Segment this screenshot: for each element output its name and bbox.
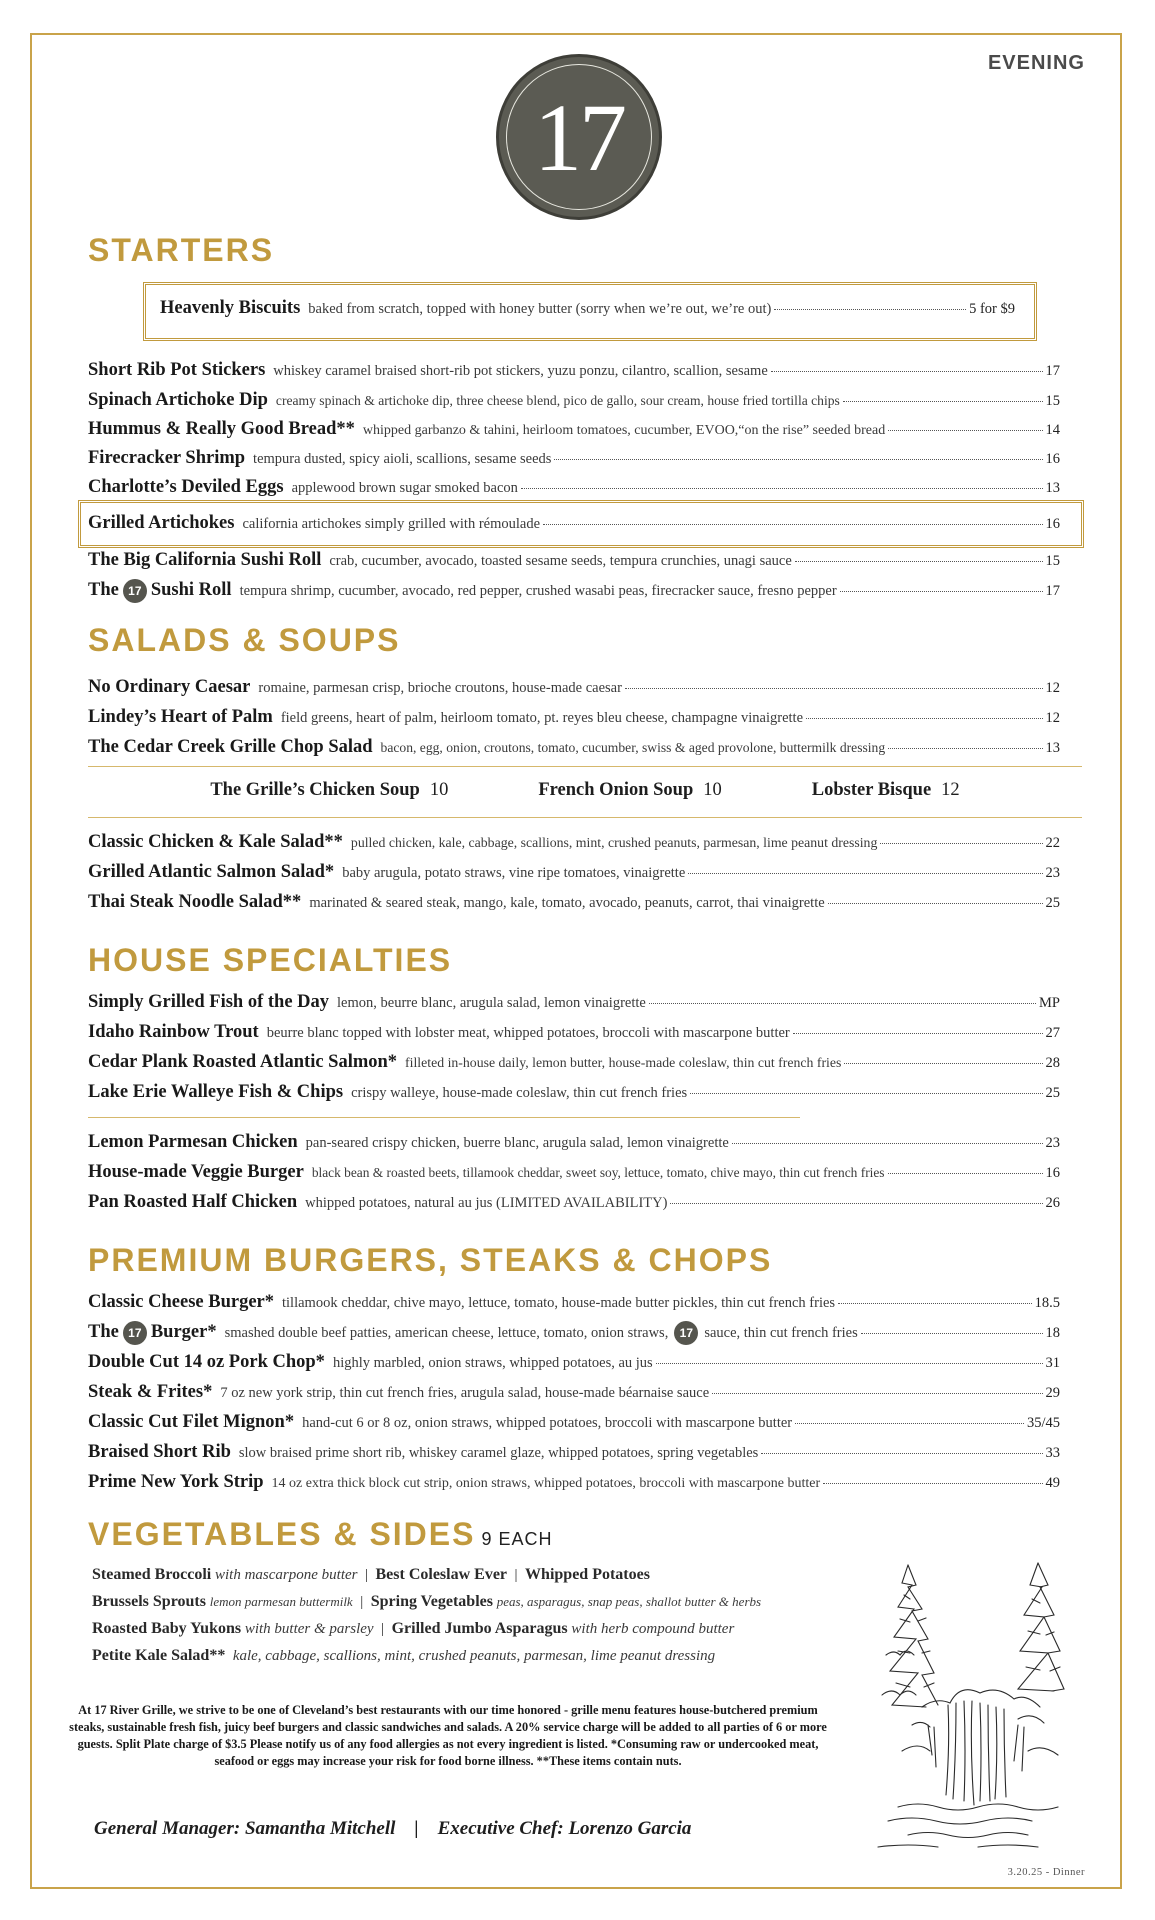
menu-item [88, 550, 1060, 571]
menu-item [88, 477, 1060, 498]
item-desc: baked from scratch, topped with honey butter (sorry when we’re out, we’re out) [308, 301, 772, 317]
item-price: 18 [1045, 1325, 1060, 1341]
disclaimer-text: At 17 River Grille, we strive to be one of Cleveland’s best restaurants with our time honored - grille menu features house-butchered premium steaks, sustainable fresh fish, juicy beef burgers and classic sandwiches and salads. A 20% service charge will be added to all parties of 6 or more guests. Split Plate charge of $3.5 Please notify us of any food allergies as not every ingredient is listed. *Consuming raw or undercooked meat, seafood or eggs may increase your risk for food borne illness. **These items contain nuts. [69, 1703, 827, 1768]
leader-dots [771, 371, 1043, 372]
menu-item [88, 677, 1060, 698]
menu-item [88, 1382, 1060, 1403]
leader-dots [712, 1393, 1042, 1394]
item-desc: romaine, parmesan crisp, brioche croutons, house-made caesar [258, 680, 622, 696]
item-price: 23 [1045, 1135, 1060, 1151]
item-name: Thai Steak Noodle Salad** [88, 892, 302, 912]
item-desc: smashed double beef patties, american cheese, lettuce, tomato, onion straws, [224, 1325, 669, 1341]
menu-item [88, 390, 1060, 411]
item-desc: applewood brown sugar smoked bacon [291, 480, 518, 496]
item-name: Charlotte’s Deviled Eggs [88, 477, 284, 497]
menu-item [88, 1082, 1060, 1103]
item-name: Lemon Parmesan Chicken [88, 1132, 298, 1152]
item-desc: tempura dusted, spicy aioli, scallions, sesame seeds [253, 451, 552, 467]
item-desc: 14 oz extra thick block cut strip, onion straws, whipped potatoes, broccoli with mascarpone butter [271, 1476, 821, 1491]
item-desc: hand-cut 6 or 8 oz, onion straws, whipped potatoes, broccoli with mascarpone butter [302, 1415, 793, 1431]
menu-item-grilled-artichokes [88, 513, 1060, 534]
leader-dots [774, 309, 966, 310]
item-desc: pan-seared crispy chicken, buerre blanc, arugula salad, lemon vinaigrette [305, 1135, 729, 1151]
side-name: Brussels Sprouts [92, 1593, 206, 1610]
item-name: Classic Cheese Burger* [88, 1292, 274, 1312]
item-price: 18.5 [1034, 1295, 1060, 1311]
soup-price: 10 [429, 780, 449, 800]
item-name: Cedar Plank Roasted Atlantic Salmon* [88, 1052, 398, 1072]
item-price: 49 [1045, 1475, 1060, 1491]
item-price: 25 [1045, 1085, 1060, 1101]
leader-dots [521, 488, 1043, 489]
divider [88, 817, 1082, 818]
item-name: Idaho Rainbow Trout [88, 1022, 259, 1042]
soup-item [812, 780, 960, 801]
item-price: 13 [1045, 740, 1060, 756]
leader-dots [888, 748, 1042, 749]
item-price: 15 [1045, 553, 1060, 569]
menu-item [88, 360, 1060, 381]
item-name-prefix: The [88, 580, 119, 600]
side-desc: with butter & parsley [244, 1621, 374, 1637]
separator: | [364, 1567, 368, 1583]
menu-item [88, 1132, 1060, 1153]
menu-item [88, 1022, 1060, 1043]
item-price: 23 [1045, 865, 1060, 881]
item-price: 12 [1045, 680, 1060, 696]
soups-row [88, 780, 1082, 801]
item-price: 17 [1045, 363, 1060, 379]
item-name: Grilled Artichokes [88, 513, 235, 533]
leader-dots [625, 688, 1043, 689]
menu-item [88, 1412, 1060, 1433]
item-desc: lemon, beurre blanc, arugula salad, lemon vinaigrette [337, 995, 646, 1011]
item-name: No Ordinary Caesar [88, 677, 251, 697]
item-price: 16 [1045, 451, 1060, 467]
side-name: Whipped Potatoes [525, 1566, 650, 1583]
item-name: House-made Veggie Burger [88, 1162, 304, 1182]
leader-dots [793, 1033, 1043, 1034]
item-name: Lake Erie Walleye Fish & Chips [88, 1082, 344, 1102]
item-price: 31 [1045, 1355, 1060, 1371]
item-desc: black bean & roasted beets, tillamook cheddar, sweet soy, lettuce, tomato, chive mayo, thin cut french fries [311, 1165, 885, 1180]
item-price: 28 [1045, 1055, 1060, 1071]
leader-dots [888, 1173, 1043, 1174]
separator: | [414, 1818, 419, 1839]
menu-item [88, 992, 1060, 1013]
side-name: Steamed Broccoli [92, 1566, 212, 1583]
staff-credits [94, 1818, 691, 1840]
menu-item [88, 1292, 1060, 1313]
salads-title: SALADS & SOUPS [88, 622, 401, 658]
item-desc: whipped potatoes, natural au jus (LIMITED AVAILABILITY) [305, 1195, 668, 1211]
leader-dots [828, 903, 1043, 904]
side-desc: with mascarpone butter [214, 1567, 358, 1583]
item-desc: pulled chicken, kale, cabbage, scallions, mint, crushed peanuts, parmesan, lime peanut dressing [350, 835, 878, 850]
item-desc: crab, cucumber, avocado, toasted sesame seeds, tempura crunchies, unagi sauce [329, 553, 792, 569]
evening-label: EVENING [987, 52, 1085, 74]
soup-item [210, 780, 448, 801]
soup-name: Lobster Bisque [811, 780, 932, 800]
item-price: 29 [1045, 1385, 1060, 1401]
menu-item [88, 737, 1060, 758]
divider [88, 1117, 800, 1118]
sides-title-text: VEGETABLES & SIDES [88, 1516, 476, 1552]
leader-dots [670, 1203, 1042, 1204]
item-price: 12 [1045, 710, 1060, 726]
leader-dots [843, 401, 1043, 402]
item-desc: baby arugula, potato straws, vine ripe tomatoes, vinaigrette [342, 865, 686, 881]
item-desc: field greens, heart of palm, heirloom tomato, pt. reyes bleu cheese, champagne vinaigrette [280, 710, 804, 726]
item-name: Classic Chicken & Kale Salad** [88, 832, 343, 852]
item-desc: bacon, egg, onion, croutons, tomato, cucumber, swiss & aged provolone, buttermilk dressing [380, 740, 886, 755]
item-price: 27 [1045, 1025, 1060, 1041]
item-name: Pan Roasted Half Chicken [88, 1192, 298, 1212]
sides-row [92, 1647, 715, 1665]
side-name: Petite Kale Salad** [92, 1647, 226, 1664]
executive-chef: Executive Chef: Lorenzo Garcia [437, 1818, 692, 1839]
item-name: Grilled Atlantic Salmon Salad* [88, 862, 335, 882]
soup-price: 10 [703, 780, 722, 800]
item-desc: creamy spinach & artichoke dip, three cheese blend, pico de gallo, sour cream, house fried tortilla chips [275, 393, 840, 408]
item-name: The Big California Sushi Roll [88, 550, 322, 570]
menu-item [88, 1442, 1060, 1463]
soup-price: 12 [941, 780, 960, 800]
item-desc: tillamook cheddar, chive mayo, lettuce, tomato, house-made butter pickles, thin cut french fries [282, 1295, 836, 1311]
leader-dots [554, 459, 1042, 460]
item-name: Firecracker Shrimp [88, 448, 246, 468]
item-name: Simply Grilled Fish of the Day [88, 992, 330, 1012]
house-specialties-title: HOUSE SPECIALTIES [88, 942, 453, 978]
sides-price-note: 9 EACH [481, 1529, 553, 1549]
item-name: Prime New York Strip [88, 1472, 264, 1492]
menu-item [88, 1162, 1060, 1183]
soup-name: The Grille’s Chicken Soup [210, 780, 420, 800]
item-name: Classic Cut Filet Mignon* [88, 1412, 295, 1432]
separator: | [381, 1621, 385, 1637]
item-name: Spinach Artichoke Dip [88, 390, 268, 410]
menu-item [88, 707, 1060, 728]
burgers-title: PREMIUM BURGERS, STEAKS & CHOPS [88, 1242, 773, 1278]
side-desc: peas, asparagus, snap peas, shallot butter & herbs [496, 1594, 762, 1609]
item-desc: beurre blanc topped with lobster meat, whipped potatoes, broccoli with mascarpone butter [266, 1025, 790, 1041]
menu-item [88, 892, 1060, 913]
side-desc: kale, cabbage, scallions, mint, crushed peanuts, parmesan, lime peanut dressing [232, 1648, 716, 1664]
soup-item [538, 780, 721, 801]
menu-item [88, 1052, 1060, 1073]
leader-dots [543, 524, 1042, 525]
sides-row [92, 1566, 650, 1584]
item-desc: highly marbled, onion straws, whipped potatoes, au jus [332, 1355, 653, 1371]
item-name-prefix: The [88, 1322, 119, 1342]
separator: | [514, 1567, 518, 1583]
leader-dots [823, 1483, 1042, 1484]
item-name: Double Cut 14 oz Pork Chop* [88, 1352, 325, 1372]
sides-row [92, 1593, 761, 1611]
item-price: 26 [1045, 1195, 1060, 1211]
item-price: 15 [1045, 393, 1060, 409]
leader-dots [732, 1143, 1043, 1144]
item-desc: sauce, thin cut french fries [704, 1325, 858, 1341]
restaurant-logo: 17 [496, 54, 662, 220]
leader-dots [649, 1003, 1036, 1004]
leader-dots [690, 1093, 1042, 1094]
side-desc: lemon parmesan buttermilk [209, 1594, 353, 1609]
item-desc: whiskey caramel braised short-rib pot stickers, yuzu ponzu, cilantro, scallion, sesame [273, 363, 768, 379]
menu-item-heavenly-biscuits [160, 298, 1015, 319]
leader-dots [795, 1423, 1024, 1424]
side-name: Grilled Jumbo Asparagus [391, 1620, 568, 1637]
item-price: 22 [1045, 835, 1060, 851]
sides-row [92, 1620, 734, 1638]
item-name: Lindey’s Heart of Palm [88, 707, 273, 727]
soup-name: French Onion Soup [538, 780, 694, 800]
leader-dots [806, 718, 1042, 719]
general-manager: General Manager: Samantha Mitchell [94, 1818, 396, 1839]
item-price: 25 [1045, 895, 1060, 911]
item-price: 16 [1045, 1165, 1060, 1181]
menu-item [88, 1352, 1060, 1373]
starters-title: STARTERS [88, 232, 275, 268]
leader-dots [844, 1063, 1042, 1064]
leader-dots [688, 873, 1042, 874]
item-price: 33 [1045, 1445, 1060, 1461]
leader-dots [656, 1363, 1043, 1364]
item-desc: crispy walleye, house-made coleslaw, thin cut french fries [351, 1085, 688, 1101]
item-name: Hummus & Really Good Bread** [88, 419, 355, 439]
menu-item [88, 419, 1060, 440]
item-price: MP [1039, 995, 1060, 1011]
item-price: 35/45 [1026, 1415, 1060, 1431]
side-desc: with herb compound butter [571, 1621, 735, 1637]
item-name: Braised Short Rib [88, 1442, 231, 1462]
logo-17-icon: 17 [674, 1321, 698, 1345]
menu-item [88, 832, 1060, 853]
menu-item [88, 1472, 1060, 1493]
leader-dots [838, 1303, 1032, 1304]
item-desc: tempura shrimp, cucumber, avocado, red pepper, crushed wasabi peas, firecracker sauce, fresno pepper [239, 583, 837, 599]
leader-dots [888, 430, 1042, 431]
item-price: 13 [1045, 480, 1060, 496]
sides-title [88, 1516, 553, 1553]
menu-item [88, 579, 1060, 603]
side-name: Best Coleslaw Ever [375, 1566, 508, 1583]
leader-dots [861, 1333, 1043, 1334]
leader-dots [840, 591, 1043, 592]
item-price: 14 [1045, 422, 1060, 438]
logo-17-icon: 17 [123, 579, 147, 603]
waterfall-illustration [868, 1555, 1078, 1855]
item-name-suffix: Burger* [150, 1322, 217, 1342]
item-name-suffix: Sushi Roll [150, 580, 232, 600]
leader-dots [795, 561, 1043, 562]
menu-date-stamp: 3.20.25 - Dinner [1007, 1867, 1085, 1878]
logo-17-icon: 17 [123, 1321, 147, 1345]
menu-item [88, 448, 1060, 469]
item-price: 16 [1045, 516, 1060, 532]
leader-dots [880, 843, 1042, 844]
separator: | [360, 1594, 364, 1610]
menu-item [88, 1192, 1060, 1213]
leader-dots [761, 1453, 1042, 1454]
item-desc: filleted in-house daily, lemon butter, house-made coleslaw, thin cut french fries [405, 1055, 842, 1070]
divider [88, 766, 1082, 767]
side-name: Roasted Baby Yukons [92, 1620, 242, 1637]
item-desc: california artichokes simply grilled with rémoulade [242, 516, 541, 532]
item-desc: marinated & seared steak, mango, kale, tomato, avocado, peanuts, carrot, thai vinaigrette [309, 895, 825, 911]
item-price: 5 for $9 [969, 301, 1015, 317]
item-name: Steak & Frites* [88, 1382, 213, 1402]
item-price: 17 [1045, 583, 1060, 599]
item-name: The Cedar Creek Grille Chop Salad [88, 737, 373, 757]
item-name: Short Rib Pot Stickers [88, 360, 266, 380]
menu-item [88, 862, 1060, 883]
item-desc: 7 oz new york strip, thin cut french fries, arugula salad, house-made béarnaise sauce [220, 1385, 710, 1401]
item-name: Heavenly Biscuits [160, 298, 301, 318]
item-desc: whipped garbanzo & tahini, heirloom tomatoes, cucumber, EVOO,“on the rise” seeded bread [362, 423, 886, 438]
menu-item [88, 1321, 1060, 1345]
item-desc: slow braised prime short rib, whiskey caramel glaze, whipped potatoes, spring vegetables [238, 1445, 759, 1461]
side-name: Spring Vegetables [370, 1593, 493, 1610]
